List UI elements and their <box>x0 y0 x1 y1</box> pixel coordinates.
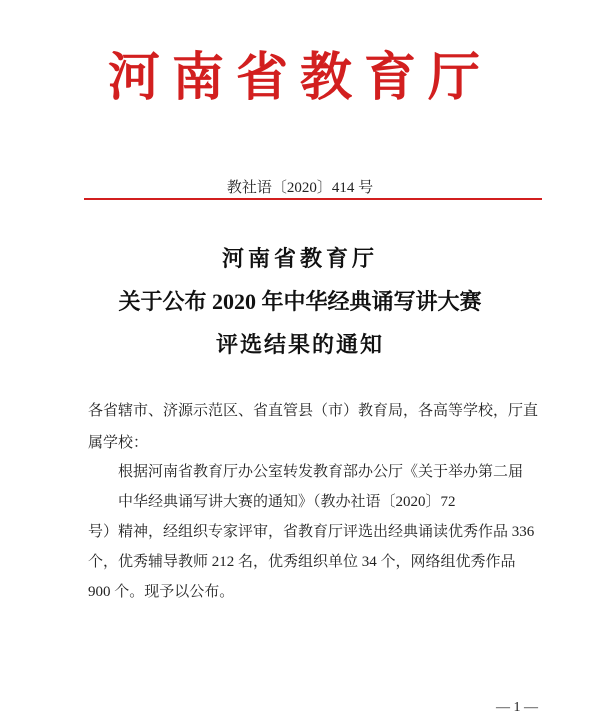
notice-title-line-3: 评选结果的通知 <box>215 332 384 357</box>
red-divider-line <box>84 198 542 200</box>
body-line-recipients-cont: 属学校： <box>88 435 149 451</box>
body-line-1: 根据河南省教育厅办公室转发教育部办公厅《关于举办第二届 <box>118 464 524 480</box>
body-line-recipients: 各省辖市、济源示范区、省直管县（市）教育局，各高等学校，厅直 <box>88 403 539 419</box>
notice-title-line-1: 河南省教育厅 <box>221 246 378 271</box>
page-number: — 1 — <box>496 700 538 715</box>
body-line-2: 中华经典诵写讲大赛的通知》（教办社语〔2020〕72 <box>118 494 456 510</box>
notice-title-line-2: 关于公布 2020 年中华经典诵写讲大赛 <box>118 289 482 314</box>
body-line-3: 号）精神，经组织专家评审，省教育厅评选出经典诵读优秀作品 336 <box>88 524 535 540</box>
body-line-4: 个，优秀辅导教师 212 名，优秀组织单位 34 个，网络组优秀作品 <box>88 554 516 570</box>
body-line-5: 900 个。现予以公布。 <box>88 584 235 600</box>
masthead-title: 河南省教育厅 <box>107 47 492 108</box>
document-number: 教社语〔2020〕414 号 <box>226 180 374 196</box>
